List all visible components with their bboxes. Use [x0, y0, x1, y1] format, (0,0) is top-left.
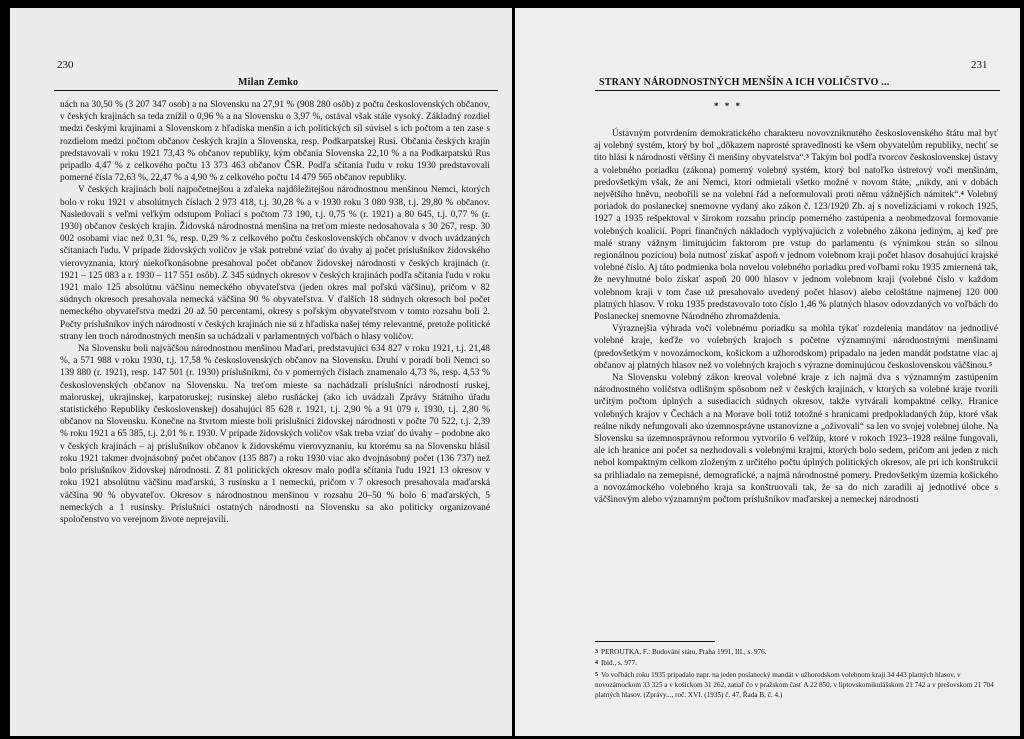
footnote-ref[interactable]: 5 — [988, 361, 992, 368]
section-separator: * * * — [714, 101, 742, 111]
paragraph: Na Slovensku boli najväčšou národnostnou menšinou Maďari, predstavujúci 634 827 v roku 1921, t.j. 21,48 %, a 571 988 v roku 1930, t.j. 17,58 % československých občanov na Slovensku. Druhí v poradí boli Nemci so 139 880 (r. 1921), resp. 147 501 (r. 1930) príslušníkmi, čo v pomerných číslach znamenalo 4,73 %, resp. 4,53 % československých občanov na Slovensku. Na treťom mieste sa nachádzali príslušníci národností ruskej, maloruskej, ukrajinskej, karpatoruskej; rusínskej alebo rusňáckej (ako ich uvádzali Zprávy Státního úřadu statistického Republiky československej) dosahujúci 85 628 r. 1921, t.j. 2,90 % a 91 079 r. 1930, t.j. 2,80 % občanov na Slovensku. Konečne na štvrtom mieste boli príslušníci židovskej národnosti v počte 70 522, t.j. 2,39 % roku 1921 a 65 385, t.j. 2,01 % r. 1930. V prípade židovských voličov však treba vziať do úvahy – podobne ako v českých krajinách – aj príslušníkov občanov k židovskému vierovyznaniu, ku ktorému sa na Slovensku hlásil roku 1921 takmer dvojnásobný počet občanov (135 887) a roku 1930 viac ako dvojnásobný počet (136 737) než bolo príslušníkov židovskej národnosti. Z 81 politických okresov malo podľa sčítania ľudu 1921 13 okresov v roku 1921 absolútnu väčšinu maďarskú, 3 rusínsku a 1 nemeckú, pričom v 7 okresoch presahovala maďarská väčšina 90 % obyvateľov. Okresov s národnostnou menšinou v rozsahu 20–50 % bolo 6 maďarských, 5 nemeckých a 1 rusínsky. Príslušníci ostatných národností na Slovensku sa ako politicky organizované spoločenstvo vo verejnom živote neprejavili. — [60, 344, 490, 525]
left-page — [10, 8, 512, 736]
running-head-author: Milan Zemko — [238, 77, 299, 88]
paragraph: Na Slovensku volebný zákon kreoval volebné kraje z ich najmä dva s významným zastúpením národnostného voličstva odlišným spôsobom než v českých krajinách, v ktorých sa volebné kraje tvorili určitým počtom úplných a susediacich súdnych okresov, takže vytvárali kompaktné celky. Hranice volebných krajov v Čechách a na Morave boli totiž totožné s hranicami predpokladaných žúp, ktoré však reálne nikdy nefungovali ako územnosprávne ustanovizne a „oživovali“ sa len vo svojej volebnej úlohe. Na Slovensku sa územnosprávnou reformou vytvorilo 6 veľžúp, ktoré v rokoch 1923–1928 reálne fungovali, ale ich hranice ani počet sa nezhodovali s volebnými krajmi, ktorých bolo sedem, pričom ani jeden z nich nebol kompaktným celkom zloženým z určitého počtu úplných politických okresov, ale pri ich konštrukcii sa prihliadalo na zemepisné, demografické, a najmä národnostné pomery. Predovšetkým územia košického a novozámockého volebného kraja sa konštruovali tak, že sa do nich zaradili aj jednotlivé obce s väčšinovým alebo významným počtom príslušníkov maďarskej a nemeckej národnosti — [594, 373, 998, 506]
right-page — [515, 8, 1020, 736]
paragraph: nách na 30,50 % (3 207 347 osob) a na Slovensku na 27,91 % (908 280 osôb) z počtu československých občanov, v českých krajinách sa teda znížil o 0,96 % a na Slovensku o 3,97 %, ostával však stále vysoký. Základný rozdiel medzi českými krajinami a Slovenskom z hľadiska menšín a ich politických síl súvisel s ich počtom a ten zase s rozdielom medzi počtom občanov českých krajín a Slovenska, resp. Podkarpatskej Rusi. Občania českých krajín predstavovali v roku 1921 73,43 % občanov republiky, kým občania Slovenska 22,10 % a na Podkarpatskú Rus pripadlo 4,47 % z celkového počtu 13 373 463 občanov ČSR. Podľa sčítania ľudu v roku 1930 predstavovali pomerné čísla 72,63 %, 22,47 % a 4,90 % z celkového počtu 14 479 565 občanov republiky. — [60, 100, 490, 184]
left-body-text — [60, 99, 490, 526]
footnote: $^4$ Ibid., s. 977. — [595, 659, 637, 668]
footnotes — [595, 647, 999, 701]
right-body-text — [594, 128, 998, 506]
footnote-ref[interactable]: 3 — [805, 154, 809, 161]
header-rule — [54, 90, 498, 91]
paragraph: Výraznejšia výhrada voči volebnému poriadku sa mohla týkať rozdelenia mandátov na jednotlivé volebné kraje, keďže vo volebných krajoch s početne významnými národnostnými menšinami (predovšetkým v novozámockom, košickom a užhorodskom) pripadalo na jeden mandát podstatne viac aj občanov aj platných hlasov než vo volebných krajoch s výrazne dominujúcou československou väčšinou.$^5$ — [594, 324, 998, 371]
header-rule — [595, 90, 1000, 91]
page-number: 230 — [57, 59, 74, 71]
paragraph: V českých krajinách boli najpočetnejšou a zďaleka najdôležitejšou národnostnou menšinou Nemci, ktorých bolo v roku 1921 v absolútnych číslach 2 973 418, t.j. 30,28 % a v 1930 roku 3 080 938, t.j. 29,80 % občanov. Nasledovali s veľmi veľkým odstupom Poliaci s počtom 73 190, t.j. 0,75 % (r. 1921) a 80 645, t.j. 0,77 % (r. 1930) občanov českých krajín. Židovská národnostná menšina na treťom mieste nedosahovala s 30 267, resp. 30 002 osobami viac než 0,31 %, resp. 0,29 % z celkového počtu československých občanov v dvoch uvádzaných sčítaniach ľudu. V prípade židovských voličov je však potrebné vziať do úvahy aj počet príslušníkov židovského vierovyznania, ktorý niekoľkonásobne presahoval počet občanov židovskej národnosti v českých krajinách (r. 1921 – 125 083 a r. 1930 – 117 551 osôb). Z 345 súdnych okresov v českých krajinách podľa sčítania ľudu v roku 1921 malo 125 absolútnu väčšinu nemeckého obyvateľstva (jeden okres mal poľskú väčšinu), pričom v 82 súdnych okresoch presahovala nemecká väčšina 90 % obyvateľstva. V ďalších 18 súdnych okresoch bol počet nemeckého obyvateľstva medzi 20 až 50 percentami, okresy s poľským obyvateľstvom v tomto rozsahu boli 2. Počty príslušníkov iných národností v českých krajinách nie sú z hľadiska našej témy relevantné, pretože politické strany len troch národnostných menšín sa uchádzali v parlamentných voľbách o hlasy voličov. — [60, 185, 490, 342]
footnote: $^5$ Vo voľbách roku 1935 pripadalo napr. na jeden poslanecký mandát v užhorodskom volebnom kraji 34 443 platných hlasov, v novozámockom 33 325 a v košickom 31 262, zatiaľ čo v pražskom časť A 22 850, v liptovskomikulášskom 21 742 a v prešovskom 21 704 platných hlasov. (Zprávy..., roč. XVI. (1935) č. 47, Řada B, č. 4.) — [595, 670, 994, 700]
footnote: $^3$ PEROUTKA, F.: Budování státu, Praha 1991, III., s. 976. — [595, 648, 767, 656]
page-number: 231 — [971, 59, 988, 71]
running-head-title: STRANY NÁRODNOSTNÝCH MENŠÍN A ICH VOLIČSTVO ... — [599, 77, 890, 88]
footnote-ref[interactable]: 4 — [960, 191, 964, 198]
footnote-rule — [595, 641, 715, 642]
paragraph: Ústavným potvrdením demokratického charakteru novovzniknutého československého štátu mal byť aj volebný systém, ktorý by bol „dôkazem naprosté spravedlnosti ke všem obyvatelům republiky, nechť se tito hlásí k národnosti většiny či menšiny obyvatelstva“.$^3$ Takým bol podľa tvorcov československej ústavy a volebného poriadku (zákona) pomerný volebný systém, ktorý bol natoľko ústretový voči menšinám, predovšetkým však, že ani Nemci, ktorí odmietali všetko možné v novom štáte, „nikdy, ani v dobách největšího hněvu, neoboříli se na volební řád a neformulovali proti němu vážnějších námitek“.$^4$ Volebný poriadok do poslaneckej snemovne vydaný ako zákon č. 123/1920 Zb. aj s novelizáciami v rokoch 1925, 1927 a 1935 rešpektoval v širokom rozsahu princíp pomerného zastúpenia a neobmedzoval formovanie volebných koalícií. Popri finančných nákladoch vyplývajúcich z volebného zákona jediným, aj keď pre malé strany vážnym limitujúcim faktorom pre vstup do parlamentu (s výnimkou strán so silnou regionálnou pozíciou) bola nutnosť získať aspoň v jednom volebnom kraji počet hlasov dosahujúci krajské volebné číslo. Aj táto podmienka bola novelou volebného poriadku pred voľbami roku 1935 zmiernená tak, že nevyhnutné bolo získať aspoň 20 000 hlasov v jednom volebnom kraji (volebné číslo v každom volebnom kraji v tom čase už presahovalo uvedený počet hlasov) alebo celoštátne najmenej 120 000 platných hlasov. V roku 1935 predstavovalo toto číslo 1,46 % platných hlasov odovzdaných vo voľbách do Poslaneckej snemovne Národného zhromaždenia. — [594, 129, 998, 323]
